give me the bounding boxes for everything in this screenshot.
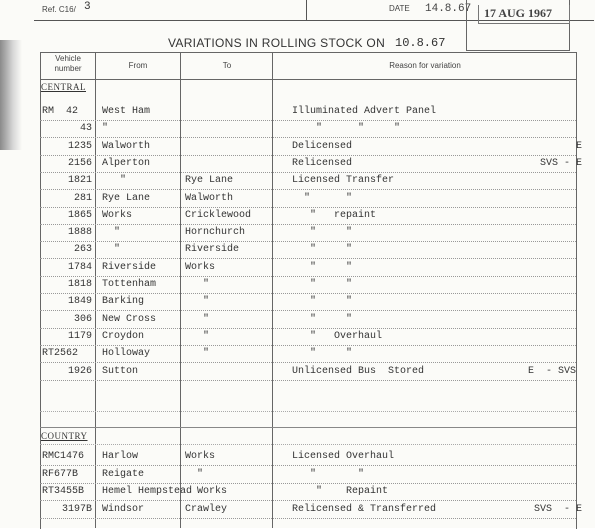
from-garage: Walworth (102, 140, 151, 152)
ref-label: Ref. C16/ (42, 5, 76, 14)
to-garage: Works (185, 451, 216, 462)
from-garage: Tottenham (102, 279, 157, 290)
vehicle-number: RM 42 (42, 106, 79, 117)
to-garage: Cricklewood (185, 209, 252, 221)
column-header-reason: Reason for variation (389, 61, 461, 70)
vehicle-number: 2156 (67, 157, 92, 169)
from-garage: " (102, 123, 109, 135)
to-garage: Hornchurch (185, 227, 246, 239)
table-row (40, 225, 576, 242)
from-garage: Works (102, 209, 133, 221)
table-row (40, 191, 576, 208)
page-title: VARIATIONS IN ROLLING STOCK ON (168, 36, 386, 50)
vehicle-number: 263 (73, 244, 92, 256)
vehicle-number: 1888 (67, 227, 92, 239)
table-row (40, 502, 583, 519)
table-row (40, 121, 576, 138)
ref-value: 3 (84, 1, 91, 13)
table-row (40, 294, 576, 311)
column-header-to: To (222, 61, 232, 70)
vehicle-number: 1849 (67, 296, 92, 308)
reason-text: " " (292, 261, 353, 273)
status-code: E (510, 140, 583, 152)
reason-text: " " " (292, 123, 401, 135)
to-garage: Walworth (185, 192, 234, 204)
vehicle-number: RT3455B (42, 486, 85, 497)
vehicle-number: 43 (79, 123, 92, 135)
table-row (40, 260, 576, 277)
row-rule (40, 380, 576, 381)
table-row (40, 484, 576, 501)
to-garage: " (185, 330, 210, 342)
reason-text: " " (292, 244, 353, 256)
reason-text: " " (292, 227, 353, 239)
from-garage: New Cross (102, 313, 157, 325)
table-row (40, 277, 576, 294)
vehicle-number: 1821 (67, 175, 92, 187)
table-row (40, 312, 576, 329)
reason-text: " " (292, 279, 353, 290)
from-garage: " (102, 244, 121, 256)
to-garage: Riverside (185, 244, 240, 256)
to-garage: " (185, 313, 210, 325)
from-garage: Alperton (102, 157, 151, 169)
to-garage: " (185, 348, 210, 360)
ref-box (34, 0, 307, 20)
reason-text: " " (292, 296, 353, 308)
from-garage: Hemel Hempstead (102, 486, 193, 497)
to-garage: Rye Lane (185, 175, 234, 187)
table-row (40, 242, 576, 259)
reason-text: Relicensed (292, 157, 353, 169)
vehicle-number: 1865 (67, 209, 92, 221)
table-row (40, 467, 576, 484)
blank-row (40, 411, 576, 412)
row-rule (40, 518, 576, 519)
table-row (40, 449, 576, 466)
reason-text: " " (292, 313, 353, 325)
reason-text: " Overhaul (292, 330, 383, 342)
status-code: SVS - E (510, 503, 583, 515)
to-garage: Crawley (185, 503, 228, 515)
from-garage: Windsor (102, 503, 145, 515)
reason-text: Delicensed (292, 140, 353, 152)
section-central: CENTRAL (41, 82, 86, 92)
table-row (40, 208, 576, 225)
from-garage: Rye Lane (102, 192, 151, 204)
vehicle-number: RT2562 (42, 348, 79, 360)
vehicle-number: 1784 (67, 261, 92, 273)
to-garage: " (185, 468, 204, 480)
vehicle-number: 1235 (67, 140, 92, 152)
from-garage: Harlow (102, 451, 139, 462)
from-garage: Reigate (102, 468, 145, 480)
reason-text: " " (292, 348, 353, 360)
status-code: E - SVS (510, 365, 577, 377)
table-row (40, 173, 576, 190)
received-stamp: 17 AUG 1967 (484, 6, 553, 20)
to-garage: Works (185, 261, 216, 273)
vehicle-number: 281 (73, 192, 92, 204)
vehicle-number: 1926 (67, 365, 92, 377)
vehicle-number: 1179 (67, 330, 92, 342)
from-garage: " (102, 175, 127, 187)
from-garage: Croydon (102, 330, 145, 342)
section-rule (40, 444, 576, 445)
column-header-from: From (128, 61, 148, 70)
reason-text: " " (292, 468, 365, 480)
reason-text: Illuminated Advert Panel (292, 106, 437, 117)
title-date: 10.8.67 (395, 36, 446, 50)
reason-text: Licensed Transfer (292, 175, 395, 187)
table-row (40, 104, 576, 121)
date-label: DATE (389, 4, 410, 13)
vehicle-number: RMC1476 (42, 451, 85, 462)
reason-text: Licensed Overhaul (292, 451, 395, 462)
vehicle-number: 306 (73, 313, 92, 325)
table-row (40, 329, 576, 346)
status-code: SVS - E (510, 157, 583, 169)
to-garage: " (185, 279, 210, 290)
reason-text: " Repaint (292, 486, 389, 497)
table-row (40, 346, 576, 363)
to-garage: Works (185, 486, 228, 497)
vehicle-number: RF677B (42, 468, 79, 480)
reason-text: Relicensed & Transferred (292, 503, 437, 515)
table-row (40, 139, 583, 156)
header-separator (40, 79, 576, 80)
vehicle-number: 1818 (67, 279, 92, 290)
from-garage: Barking (102, 296, 145, 308)
column-header-vehicle: Vehicle number (54, 54, 82, 73)
to-garage: " (185, 296, 210, 308)
reason-text: " repaint (292, 209, 377, 221)
from-garage: Sutton (102, 365, 139, 377)
vehicle-number: 3197B (61, 503, 92, 515)
from-garage: Riverside (102, 261, 157, 273)
reason-text: " " (292, 192, 353, 204)
from-garage: West Ham (102, 106, 151, 117)
from-garage: " (102, 227, 121, 239)
section-country: COUNTRY (41, 431, 88, 441)
table-row (40, 156, 583, 173)
date-value: 14.8.67 (425, 3, 472, 15)
reason-text: Unlicensed Bus Stored (292, 365, 425, 377)
section-separator (40, 427, 576, 428)
table-row (40, 364, 576, 381)
from-garage: Holloway (102, 348, 151, 360)
scan-shadow (0, 40, 22, 150)
